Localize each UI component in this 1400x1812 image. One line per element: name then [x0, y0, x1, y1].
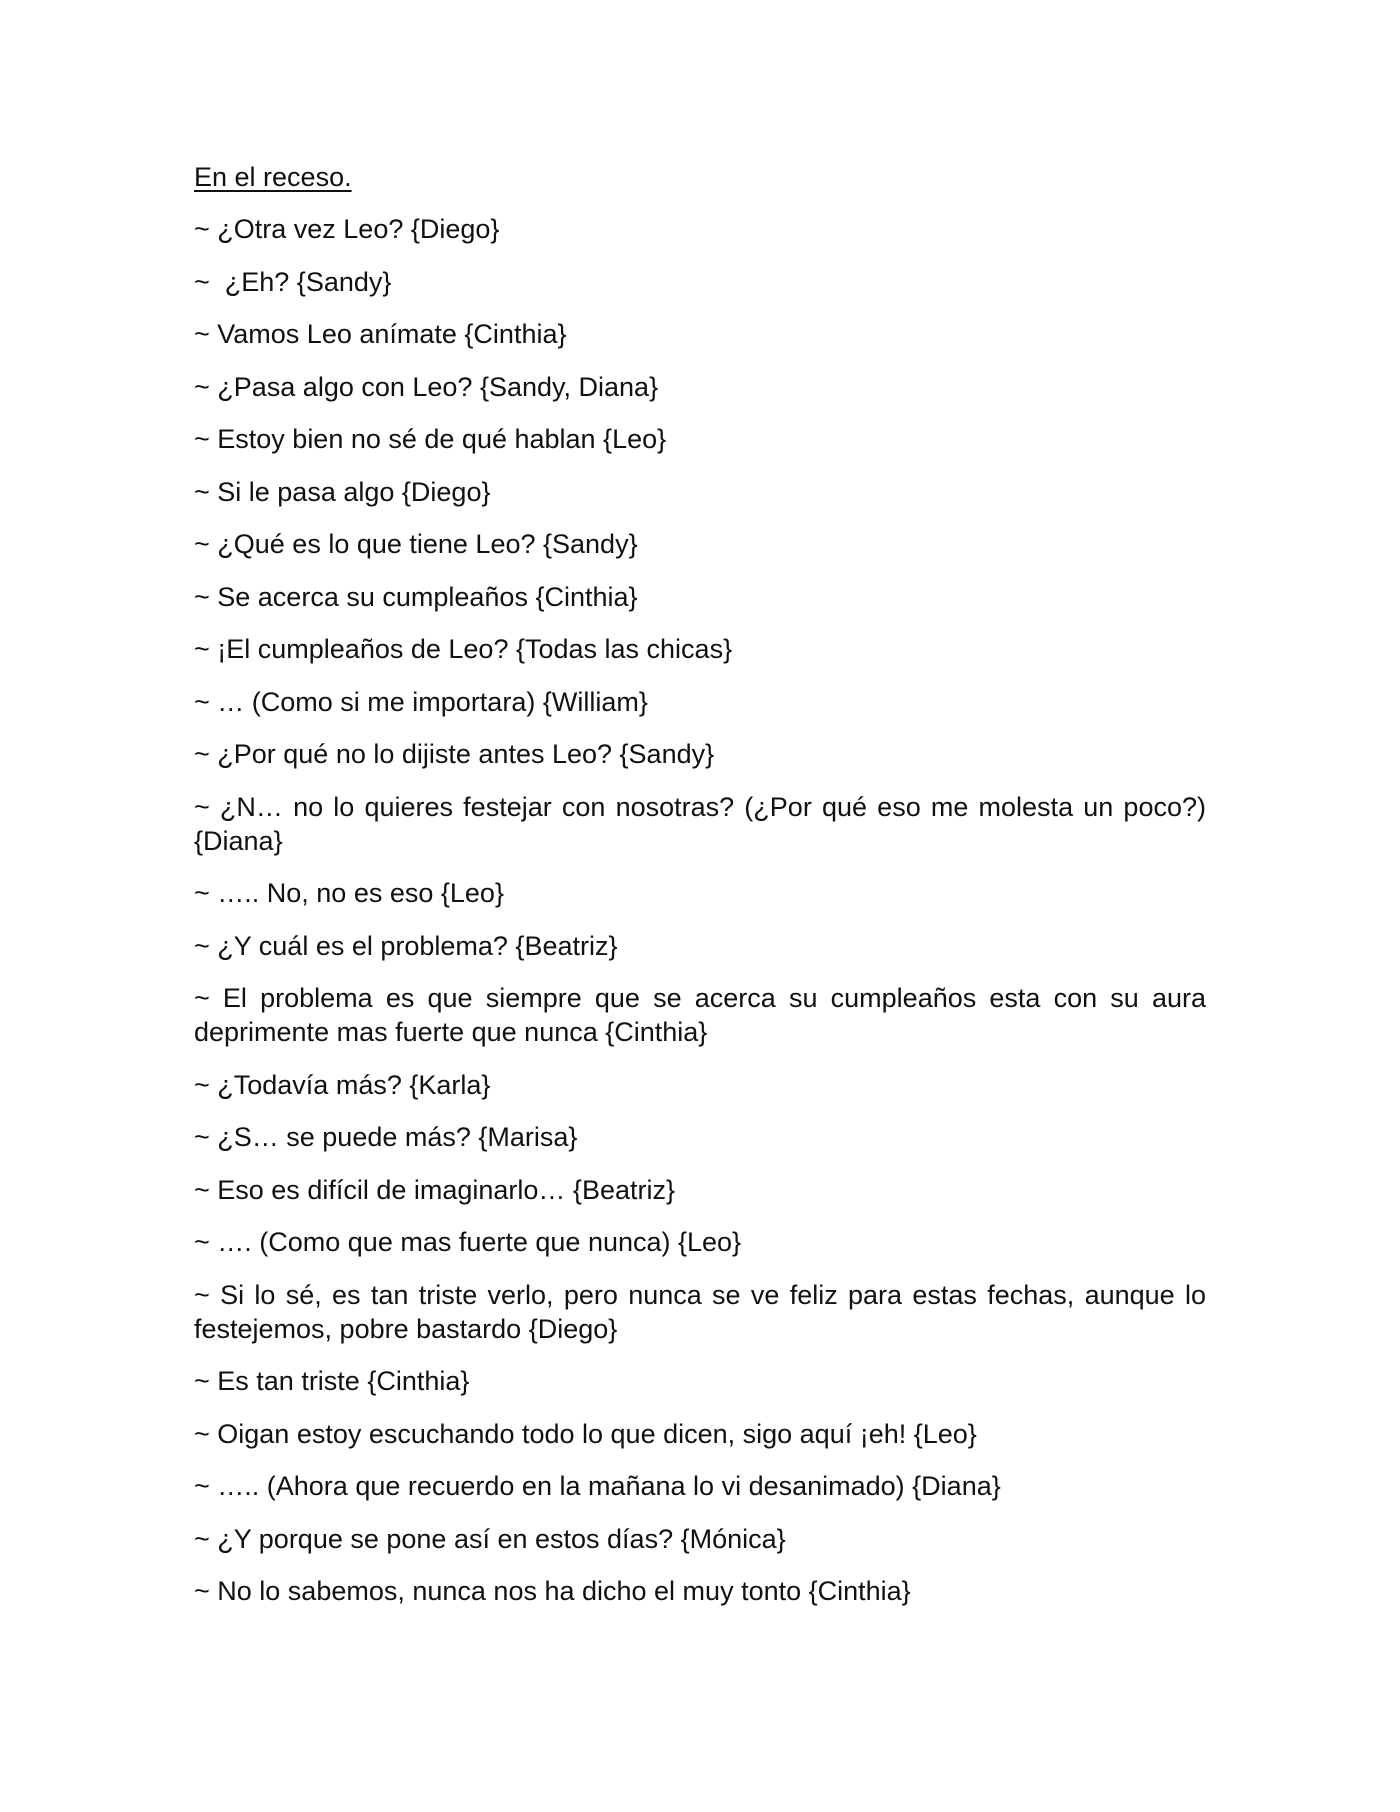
dialogue-line: ~ ¿Qué es lo que tiene Leo? {Sandy} [194, 529, 638, 559]
dialogue-line: ~ ¿Otra vez Leo? {Diego} [194, 214, 500, 244]
dialogue-line: ~ Si le pasa algo {Diego} [194, 476, 491, 507]
dialogue-line: ~ Eso es difícil de imaginarlo… {Beatriz} [194, 1174, 675, 1205]
dialogue-line: ~ ¿Pasa algo con Leo? {Sandy, Diana} [194, 371, 659, 402]
dialogue-line: ~ ….. No, no es eso {Leo} [194, 878, 504, 908]
dialogue-line: ~ ¿Por qué no lo dijiste antes Leo? {Sandy} [194, 739, 715, 769]
section-heading: En el receso. [194, 162, 352, 192]
dialogue-line: ~ Si lo sé, es tan triste verlo, pero nunca se ve feliz para estas fechas, aunque lo festejemos, pobre bastardo {Diego} [194, 1279, 1214, 1344]
dialogue-list [194, 212, 1214, 1608]
dialogue-line: ~ ¿N… no lo quieres festejar con nosotras? (¿Por qué eso me molesta un poco?) {Diana} [194, 791, 1214, 856]
dialogue-line: ~ … (Como si me importara) {William} [194, 686, 648, 717]
dialogue-line: ~ Estoy bien no sé de qué hablan {Leo} [194, 424, 667, 454]
dialogue-line: ~ ¿Todavía más? {Karla} [194, 1069, 491, 1100]
document-page [194, 160, 1214, 1627]
dialogue-line: ~ No lo sabemos, nunca nos ha dicho el muy tonto {Cinthia} [194, 1576, 911, 1606]
dialogue-line: ~ Vamos Leo anímate {Cinthia} [194, 319, 567, 349]
dialogue-line: ~ ….. (Ahora que recuerdo en la mañana lo vi desanimado) {Diana} [194, 1471, 1001, 1501]
dialogue-line: ~ ¿Eh? {Sandy} [194, 266, 392, 297]
dialogue-line: ~ ¿Y porque se pone así en estos días? {Mónica} [194, 1523, 786, 1554]
dialogue-line: ~ ¡El cumpleaños de Leo? {Todas las chicas} [194, 634, 733, 664]
dialogue-line: ~ ¿S… se puede más? {Marisa} [194, 1122, 578, 1152]
dialogue-line: ~ ¿Y cuál es el problema? {Beatriz} [194, 930, 618, 961]
dialogue-line: ~ Oigan estoy escuchando todo lo que dicen, sigo aquí ¡eh! {Leo} [194, 1418, 977, 1449]
dialogue-line: ~ El problema es que siempre que se acerca su cumpleaños esta con su aura deprimente mas fuerte que nunca {Cinthia} [194, 983, 1214, 1047]
dialogue-line: ~ …. (Como que mas fuerte que nunca) {Leo} [194, 1227, 742, 1257]
dialogue-line: ~ Es tan triste {Cinthia} [194, 1366, 470, 1396]
dialogue-line: ~ Se acerca su cumpleaños {Cinthia} [194, 581, 638, 612]
